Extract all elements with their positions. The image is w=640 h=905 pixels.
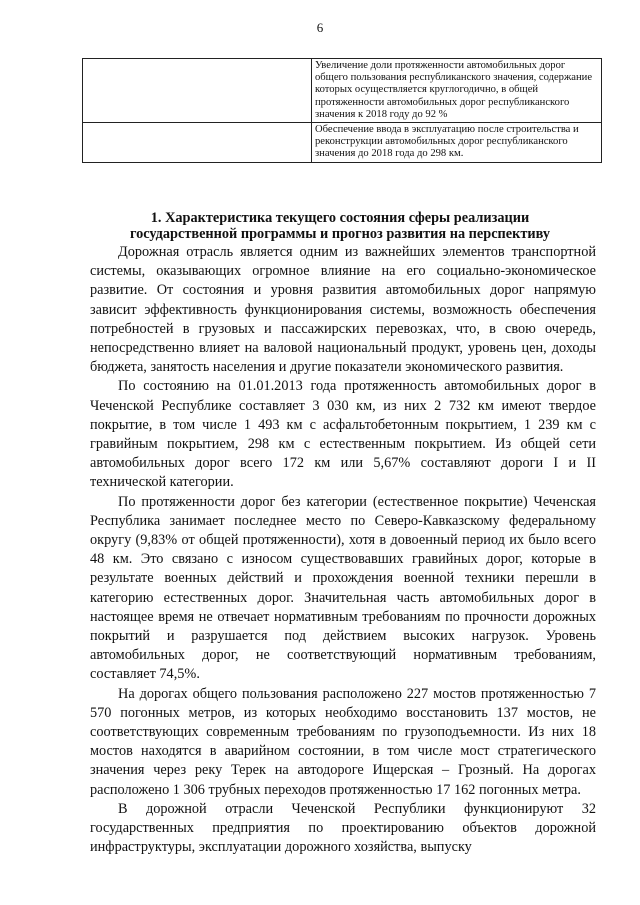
page-number: 6 [316,20,324,35]
paragraph: На дорогах общего пользования расположено 227 мостов протяженностью 7 570 погонных метров, из которых необходимо восстановить 137 мостов, не соответствующих современным требованиям по грузоподъемности. Из них 18 мостов находятся в аварийном состоянии, в том числе мост стратегического значения через реку Терек на автодороге Ищерская – Грозный. На дорогах расположено 1 306 трубных переходов протяженностью 17 162 погонных метра. [90,685,596,798]
table-cell-left [83,123,312,163]
table-cell-right: Увеличение доли протяженности автомобильных дорог общего пользования республиканского значения, содержание которых осуществляется круглогодично, в общей протяженности автомобильных дорог республиканского значения к 2018 году до 92 % [312,59,602,123]
paragraph: В дорожной отрасли Чеченской Республики функционируют 32 государственных предприятия по проектированию объектов дорожной инфраструктуры, эксплуатации дорожного хозяйства, выпуску [90,800,596,856]
table-row [83,123,602,163]
paragraph: Дорожная отрасль является одним из важнейших элементов транспортной системы, оказывающих огромное влияние на его социально-экономическое развитие. От состояния и уровня развития автомобильных дорог напрямую зависит эффективность функционирования системы, возможность обеспечения потребностей в грузовых и пассажирских перевозках, что, в свою очередь, непосредственно влияет на валовой национальный продукт, уровень цен, доходы бюджета, занятость населения и другие показатели экономического развития. [90,244,596,376]
section-heading-line: 1. Характеристика текущего состояния сферы реализации [150,210,530,226]
table-cell-right: Обеспечение ввода в эксплуатацию после строительства и реконструкции автомобильных дорог республиканского значения до 2018 года до 298 км. [312,123,602,163]
paragraph: По состоянию на 01.01.2013 года протяженность автомобильных дорог в Чеченской Республике составляет 3 030 км, из них 2 732 км имеют твердое покрытие, в том числе 1 493 км с асфальтобетонным покрытием, 1 239 км с гравийным покрытием, 298 км с естественным покрытием. Из общей сети автомобильных дорог всего 172 км или 5,67% составляют дороги I и II технической категории. [90,378,596,491]
table-cell-left [83,59,312,123]
section-heading-line: государственной программы и прогноз развития на перспективу [129,226,551,242]
paragraph: По протяженности дорог без категории (естественное покрытие) Чеченская Республика занимает последнее место по Северо-Кавказскому федеральному округу (9,83% от общей протяженности), хотя в довоенный период их было всего 48 км. Это связано с износом существовавших гравийных дорог, которые в результате военных действий и прохождения военной техники перешли в категорию естественных дорог. Значительная часть автомобильных дорог в настоящее время не отвечает нормативным требованиям по прочности дорожных покрытий и разрушается под действием высоких нагрузок. Уровень автомобильных дорог, не соответствующий нормативным требованиям, составляет 74,5%. [90,493,596,683]
section-heading [80,210,600,242]
section-body [90,243,596,858]
table-row [83,59,602,123]
goals-table [82,58,602,163]
